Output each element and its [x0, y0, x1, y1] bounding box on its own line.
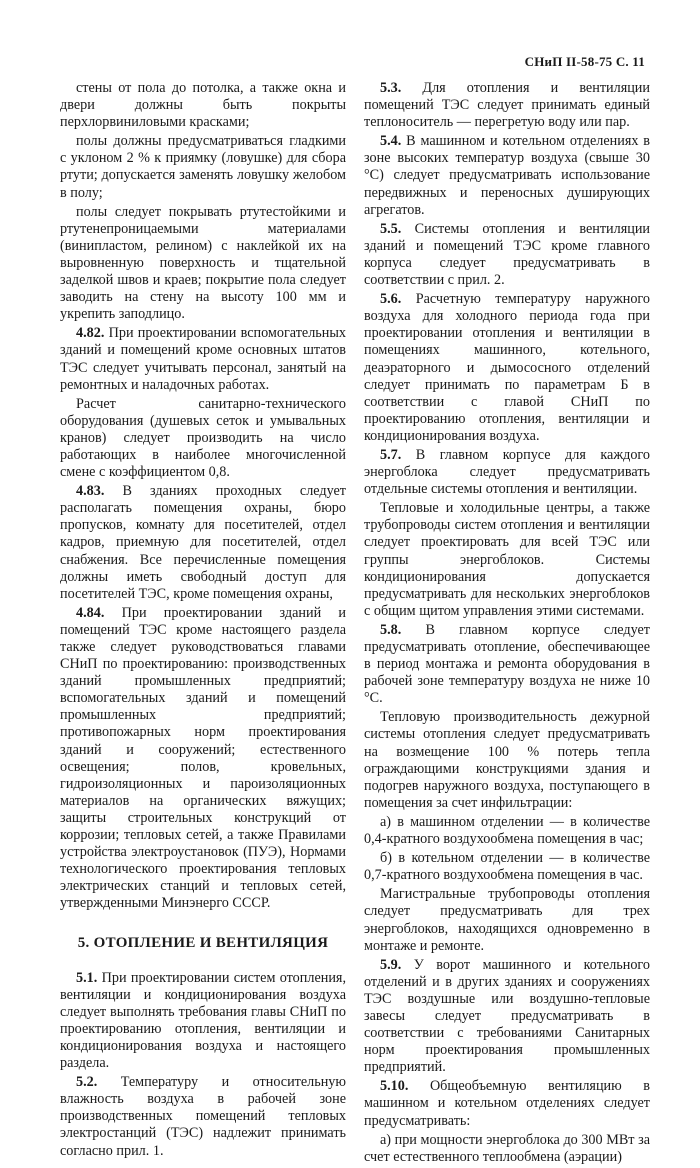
- paragraph: [60, 483, 346, 603]
- paragraph: [60, 970, 346, 1073]
- paragraph-text: Расчет санитарно-технического оборудования (душевых сеток и умывальных кранов) следует производить на число работающих в наиболее многочисленной смене с коэффициентом 0,8.: [60, 395, 346, 481]
- clause-number: 4.83.: [76, 483, 105, 500]
- paragraph: [364, 500, 650, 620]
- paragraph-text: При проектировании зданий и помещений ТЭС кроме настоящего раздела также следует руководствоваться главами СНиП по проектированию: производственных зданий промышленных предприятий; вспомогательных зданий и помещений промышленных предприятий; противопожарных норм проектирования зданий и сооружений; естественного освещения; полов, кровельных, гидроизоляционных и пароизоляционных материалов на органических вяжущих; защиты строительных конструкций от коррозии; тепловых сетей, а также Правилами устройства электроустановок (ПУЭ), Нормами технологического проектирования тепловых электрических станций и тепловых сетей, утвержденными Минэнерго СССР.: [60, 604, 346, 912]
- clause-number: 5.2.: [76, 1074, 98, 1091]
- paragraph-text: полы должны предусматриваться гладкими с уклоном 2 % к приямку (ловушке) для сбора ртути; допускается заменять ловушку желобом в полу;: [60, 133, 346, 201]
- clause-number: 4.84.: [76, 604, 105, 621]
- running-header: СНиП II-58-75 С. 11: [524, 54, 645, 69]
- paragraph-text: Общеобъемную вентиляцию в машинном и котельном отделениях следует предусматривать:: [364, 1078, 650, 1129]
- paragraph-text: Тепловые и холодильные центры, а также трубопроводы систем отопления и вентиляции следует проектировать для всей ТЭС или группы энергоблоков. Системы кондиционирования допускается предусматривать для нескольких энергоблоков с общим щитом управления этими системами.: [364, 500, 650, 619]
- paragraph-text: В главном корпусе следует предусматривать отопление, обеспечивающее в период монтажа и ремонта оборудования в рабочей зоне температуру воздуха не ниже 10 °С.: [364, 621, 651, 707]
- paragraph: [364, 886, 650, 954]
- section-title: 5. ОТОПЛЕНИЕ И ВЕНТИЛЯЦИЯ: [77, 934, 329, 951]
- paragraph: [364, 1078, 650, 1129]
- paragraph: [364, 221, 650, 289]
- paragraph: [364, 850, 650, 884]
- paragraph: [364, 709, 650, 812]
- paragraph-text: б) в котельном отделении — в количестве 0,7-кратного воздухообмена помещения в час.: [364, 850, 650, 884]
- paragraph-text: полы следует покрывать ртутестойкими и ртутенепроницаемыми материалами (винипластом, релином) с наклейкой их на выровненную поверхность и тщательной заделкой швов и краев; покрытие пола следует заводить на стену на высоту 100 мм и укрепить заподлицо.: [60, 203, 346, 323]
- clause-number: 5.8.: [380, 621, 402, 638]
- paragraph: [364, 133, 650, 218]
- clause-number: 4.82.: [76, 325, 105, 342]
- paragraph-text: Для отопления и вентиляции помещений ТЭС следует принимать единый теплоноситель — перегретую воду или пар.: [364, 80, 650, 131]
- clause-number: 5.4.: [380, 133, 402, 150]
- paragraph: [364, 1132, 650, 1166]
- paragraph: [364, 622, 650, 707]
- paragraph-text: Системы отопления и вентиляции зданий и помещений ТЭС кроме главного корпуса следует предусматривать в соответствии с прил. 2.: [364, 220, 651, 289]
- paragraph: [60, 204, 346, 324]
- clause-number: 5.10.: [380, 1078, 409, 1095]
- paragraph-text: При проектировании вспомогательных зданий и помещений кроме основных штатов ТЭС следует учитывать персонал, занятый на ремонтных и наладочных работах.: [60, 325, 346, 393]
- paragraph: [364, 957, 650, 1077]
- paragraph-text: В зданиях проходных следует располагать помещения охраны, бюро пропусков, комнату для посетителей, отдел кадров, приемную для посетителей, отдел снабжения. Все перечисленные помещения должны иметь свободный доступ для посетителей ТЭС, кроме помещения охраны,: [60, 483, 347, 602]
- paragraph: [364, 80, 650, 131]
- paragraph-text: стены от пола до потолка, а также окна и двери должны быть покрыты перхлорвиниловыми красками;: [60, 80, 346, 131]
- paragraph: [60, 1074, 346, 1159]
- paragraph-text: У ворот машинного и котельного отделений и в других зданиях и сооружениях ТЭС воздушные или воздушно-тепловые завесы следует предусматривать в соответствии с требованиями Санитарных норм проектирования промышленных предприятий.: [364, 956, 650, 1076]
- paragraph-text: Магистральные трубопроводы отопления следует предусматривать для трех энергоблоков, находящихся одновременно в монтаже и ремонте.: [364, 886, 650, 954]
- paragraph-text: В машинном и котельном отделениях в зоне высоких температур воздуха (свыше 30 °С) следует предусматривать использование передвижных и переносных душирующих агрегатов.: [364, 133, 650, 218]
- paragraph-text: а) в машинном отделении — в количестве 0,4-кратного воздухообмена помещения в час;: [364, 813, 650, 848]
- clause-number: 5.6.: [380, 291, 402, 308]
- page-columns: [60, 80, 650, 1168]
- paragraph-text: Расчетную температуру наружного воздуха для холодного периода года при проектировании отопления и вентиляции в помещениях машинного, котельного, деаэраторного и дымососного отделений следует принимать по параметрам Б в соответствии с главой СНиП по проектированию отопления, вентиляции и кондиционирования воздуха.: [364, 291, 650, 444]
- paragraph-text: Тепловую производительность дежурной системы отопления следует предусматривать на возмещение 100 % потерь тепла ограждающими конструкциями здания и подогрев наружного воздуха, поступающего в помещения за счет инфильтрации:: [364, 709, 650, 811]
- clause-number: 5.9.: [380, 956, 402, 973]
- paragraph: [364, 814, 650, 848]
- left-column: [60, 80, 346, 1168]
- clause-number: 5.5.: [380, 220, 402, 237]
- paragraph: [60, 80, 346, 131]
- clause-number: 5.1.: [76, 969, 98, 986]
- paragraph: [364, 447, 650, 498]
- paragraph: [60, 396, 346, 481]
- clause-number: 5.7.: [380, 446, 402, 463]
- paragraph: [364, 291, 650, 445]
- paragraph-text: Температуру и относительную влажность воздуха в рабочей зоне производственных помещений тепловых электростанций (ТЭС) надлежит принимать согласно прил. 1.: [60, 1074, 347, 1159]
- right-column: [364, 80, 650, 1168]
- paragraph: [60, 605, 346, 913]
- paragraph-text: При проектировании систем отопления, вентиляции и кондиционирования воздуха следует выполнять требования главы СНиП по проектированию отопления, вентиляции и кондиционирования воздуха и настоящего раздела.: [60, 969, 347, 1072]
- paragraph-text: а) при мощности энергоблока до 300 МВт за счет естественного теплообмена (аэрации): [364, 1131, 650, 1165]
- clause-number: 5.3.: [380, 80, 402, 96]
- paragraph-text: В главном корпусе для каждого энергоблока следует предусматривать отдельные системы отопления и вентиляции.: [364, 446, 650, 498]
- paragraph: [60, 133, 346, 201]
- paragraph: [60, 325, 346, 393]
